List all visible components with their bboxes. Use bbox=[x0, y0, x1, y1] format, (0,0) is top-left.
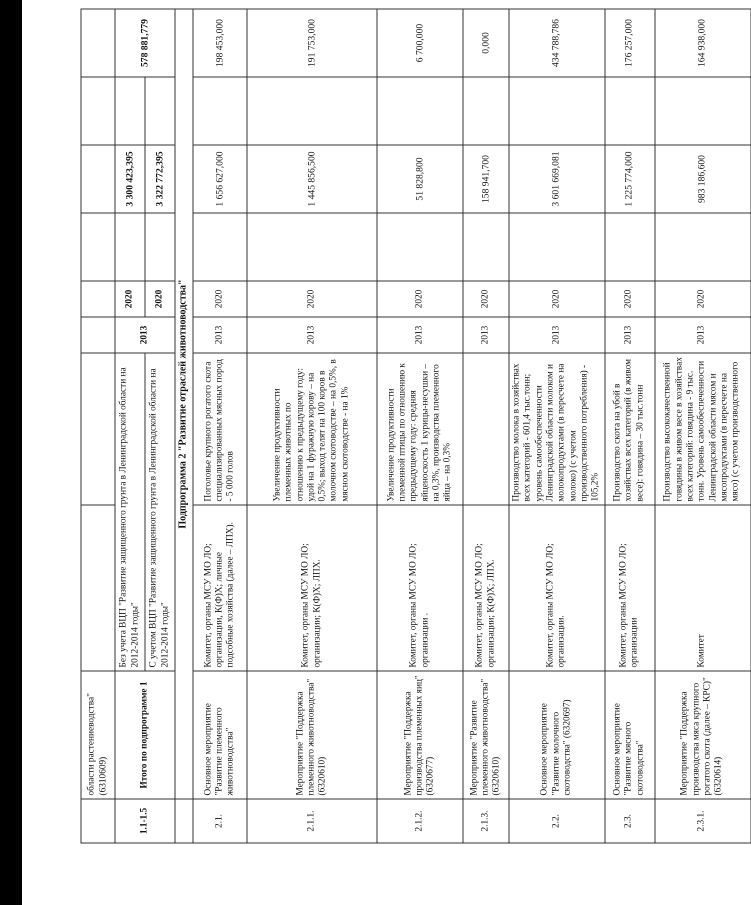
end-year-cell: 2020 bbox=[509, 281, 605, 317]
executor-cell: Комитет, органы МСУ МО ЛО; организации; К(Ф)Х; ЛПХ. bbox=[247, 505, 377, 671]
start-year-cell: 2013 bbox=[377, 317, 463, 353]
table-row bbox=[193, 9, 247, 843]
row-number-cell: 1.1-1.5 bbox=[115, 799, 175, 843]
start-year-cell: 2013 bbox=[654, 317, 750, 353]
value-cell: 191 753,000 bbox=[247, 9, 377, 77]
value-cell: 0,000 bbox=[463, 9, 509, 77]
table-row bbox=[377, 9, 463, 843]
row-title-cell: Основное мероприятие "Развитие молочного скотоводства" (6320697) bbox=[509, 671, 605, 799]
result-cell: Производство высококачественной говядины в живом весе в хозяйствах всех категорий: говядина - 9 тыс. тонн. Уровень самообеспеченности Ленинградской области мясом и мясопродуктами (в пересчете на мясо) (с учетом производственного bbox=[654, 353, 750, 505]
result-cell: Увеличение продуктивности племенной птицы по отношению к предыдущему году: средняя яйценоскость 1 курицы-несушки – на 0,3%, производства племенного яйца – на 0,3% bbox=[377, 353, 463, 505]
end-year-cell: 2020 bbox=[115, 281, 145, 317]
row-title-cell: Мероприятие "Развитие племенного животноводства" (6320610) bbox=[463, 671, 509, 799]
result-cell bbox=[463, 353, 509, 505]
end-year-cell: 2020 bbox=[463, 281, 509, 317]
value-cell: 51 828,800 bbox=[377, 145, 463, 213]
table-row bbox=[115, 9, 145, 843]
value-cell: 164 938,000 bbox=[654, 9, 750, 77]
value-cell: 1 225 774,000 bbox=[604, 145, 654, 213]
value-cell: 1 445 856,500 bbox=[247, 145, 377, 213]
section-title: Подпрограмма 2 "Развитие отраслей животноводства" bbox=[175, 9, 193, 799]
row-title-cell: Основное мероприятие "Развитие племенного животноводства" bbox=[193, 671, 247, 799]
total-note-cell: Без учета ВЦП "Развитие защищенного грунта в Ленинградской области на 2012-2014 годы" bbox=[115, 353, 145, 671]
value-cell: 983 186,600 bbox=[654, 145, 750, 213]
value-cell: 176 257,000 bbox=[604, 9, 654, 77]
row-number-cell: 2.1.3. bbox=[463, 799, 509, 843]
value-cell: 434 788,786 bbox=[509, 9, 605, 77]
end-year-cell: 2020 bbox=[145, 281, 175, 317]
executor-cell: Комитет, органы МСУ МО ЛО; организации. bbox=[509, 505, 605, 671]
start-year-cell: 2013 bbox=[604, 317, 654, 353]
table-row bbox=[463, 9, 509, 843]
row-title-cell: Мероприятие "Поддержка племенного животноводства" (6320610) bbox=[247, 671, 377, 799]
end-year-cell: 2020 bbox=[604, 281, 654, 317]
row-title-cell: Мероприятие "Поддержка производства племенных яиц" (6320677) bbox=[377, 671, 463, 799]
executor-cell: Комитет, органы МСУ МО ЛО; организации bbox=[604, 505, 654, 671]
row-number-cell: 2.1. bbox=[193, 799, 247, 843]
table-row bbox=[654, 9, 750, 843]
row-number-cell: 2.3.1. bbox=[654, 799, 750, 843]
row-title-cell: Мероприятие "Поддержка производства мяса крупного рогатого скота (далее – КРС)" (6320614) bbox=[654, 671, 750, 799]
start-year-cell: 2013 bbox=[247, 317, 377, 353]
program-table bbox=[80, 8, 751, 843]
executor-cell: Комитет, органы МСУ МО ЛО; организации . bbox=[377, 505, 463, 671]
table-row bbox=[81, 9, 115, 843]
row-number-cell: 2.1.2. bbox=[377, 799, 463, 843]
value-cell: 3 601 669,081 bbox=[509, 145, 605, 213]
row-number-cell: 2.1.1. bbox=[247, 799, 377, 843]
row-title-cell: Итого по подпрограмме 1 bbox=[115, 671, 175, 799]
executor-cell: Комитет, органы МСУ МО ЛО; организации, К(Ф)Х; личные подсобные хозяйства (далее – ЛПХ). bbox=[193, 505, 247, 671]
row-number-cell bbox=[81, 799, 115, 843]
start-year-cell: 2013 bbox=[509, 317, 605, 353]
section-row bbox=[175, 9, 193, 843]
result-cell: Поголовье крупного рогатого скота специализированных мясных пород - 5 000 голов bbox=[193, 353, 247, 505]
value-cell: 198 453,000 bbox=[193, 9, 247, 77]
value-cell: 3 300 423,395 bbox=[115, 145, 145, 213]
row-title-cell: Основное мероприятие "Развитие мясного скотоводства" bbox=[604, 671, 654, 799]
value-cell: 158 941,700 bbox=[463, 145, 509, 213]
table-row bbox=[509, 9, 605, 843]
value-cell: 1 656 627,000 bbox=[193, 145, 247, 213]
result-cell: Производство скота на убой в хозяйствах всех категорий (в живом весе): говядина – 30 тыс.тонн bbox=[604, 353, 654, 505]
row-number-cell: 2.2. bbox=[509, 799, 605, 843]
end-year-cell: 2020 bbox=[377, 281, 463, 317]
executor-cell: Комитет, органы МСУ МО ЛО; организации; К(Ф)Х; ЛПХ. bbox=[463, 505, 509, 671]
result-cell: Производство молока в хозяйствах всех категорий - 601,4 тыс.тонн; уровень самообеспеченности Ленинградской области молоком и молокопродуктами (в пересчете на молоко) (с учетом производственного потребления) - 105,2% bbox=[509, 353, 605, 505]
start-year-cell: 2013 bbox=[115, 317, 175, 353]
table-row bbox=[604, 9, 654, 843]
end-year-cell: 2020 bbox=[654, 281, 750, 317]
end-year-cell: 2020 bbox=[193, 281, 247, 317]
end-year-cell: 2020 bbox=[247, 281, 377, 317]
executor-cell: Комитет bbox=[654, 505, 750, 671]
table-row bbox=[247, 9, 377, 843]
total-note-cell: С учетом ВЦП "Развитие защищенного грунта в Ленинградской области на 2012-2014 годы" bbox=[145, 353, 175, 671]
value-cell: 3 322 772,395 bbox=[145, 145, 175, 213]
row-title-cell: области растениеводства" (6310609) bbox=[81, 671, 115, 799]
value-cell: 6 700,000 bbox=[377, 9, 463, 77]
result-cell: Увеличение продуктивности племенных животных по отношению к предыдущему году: удой на 1 фуражную корову – на 0,5%; выход телят на 100 коров в молочном скотоводстве – на 0,5%, в мясном скотоводстве - на 1% bbox=[247, 353, 377, 505]
row-number-cell: 2.3. bbox=[604, 799, 654, 843]
start-year-cell: 2013 bbox=[193, 317, 247, 353]
value-cell: 578 881,779 bbox=[115, 9, 175, 77]
start-year-cell: 2013 bbox=[463, 317, 509, 353]
